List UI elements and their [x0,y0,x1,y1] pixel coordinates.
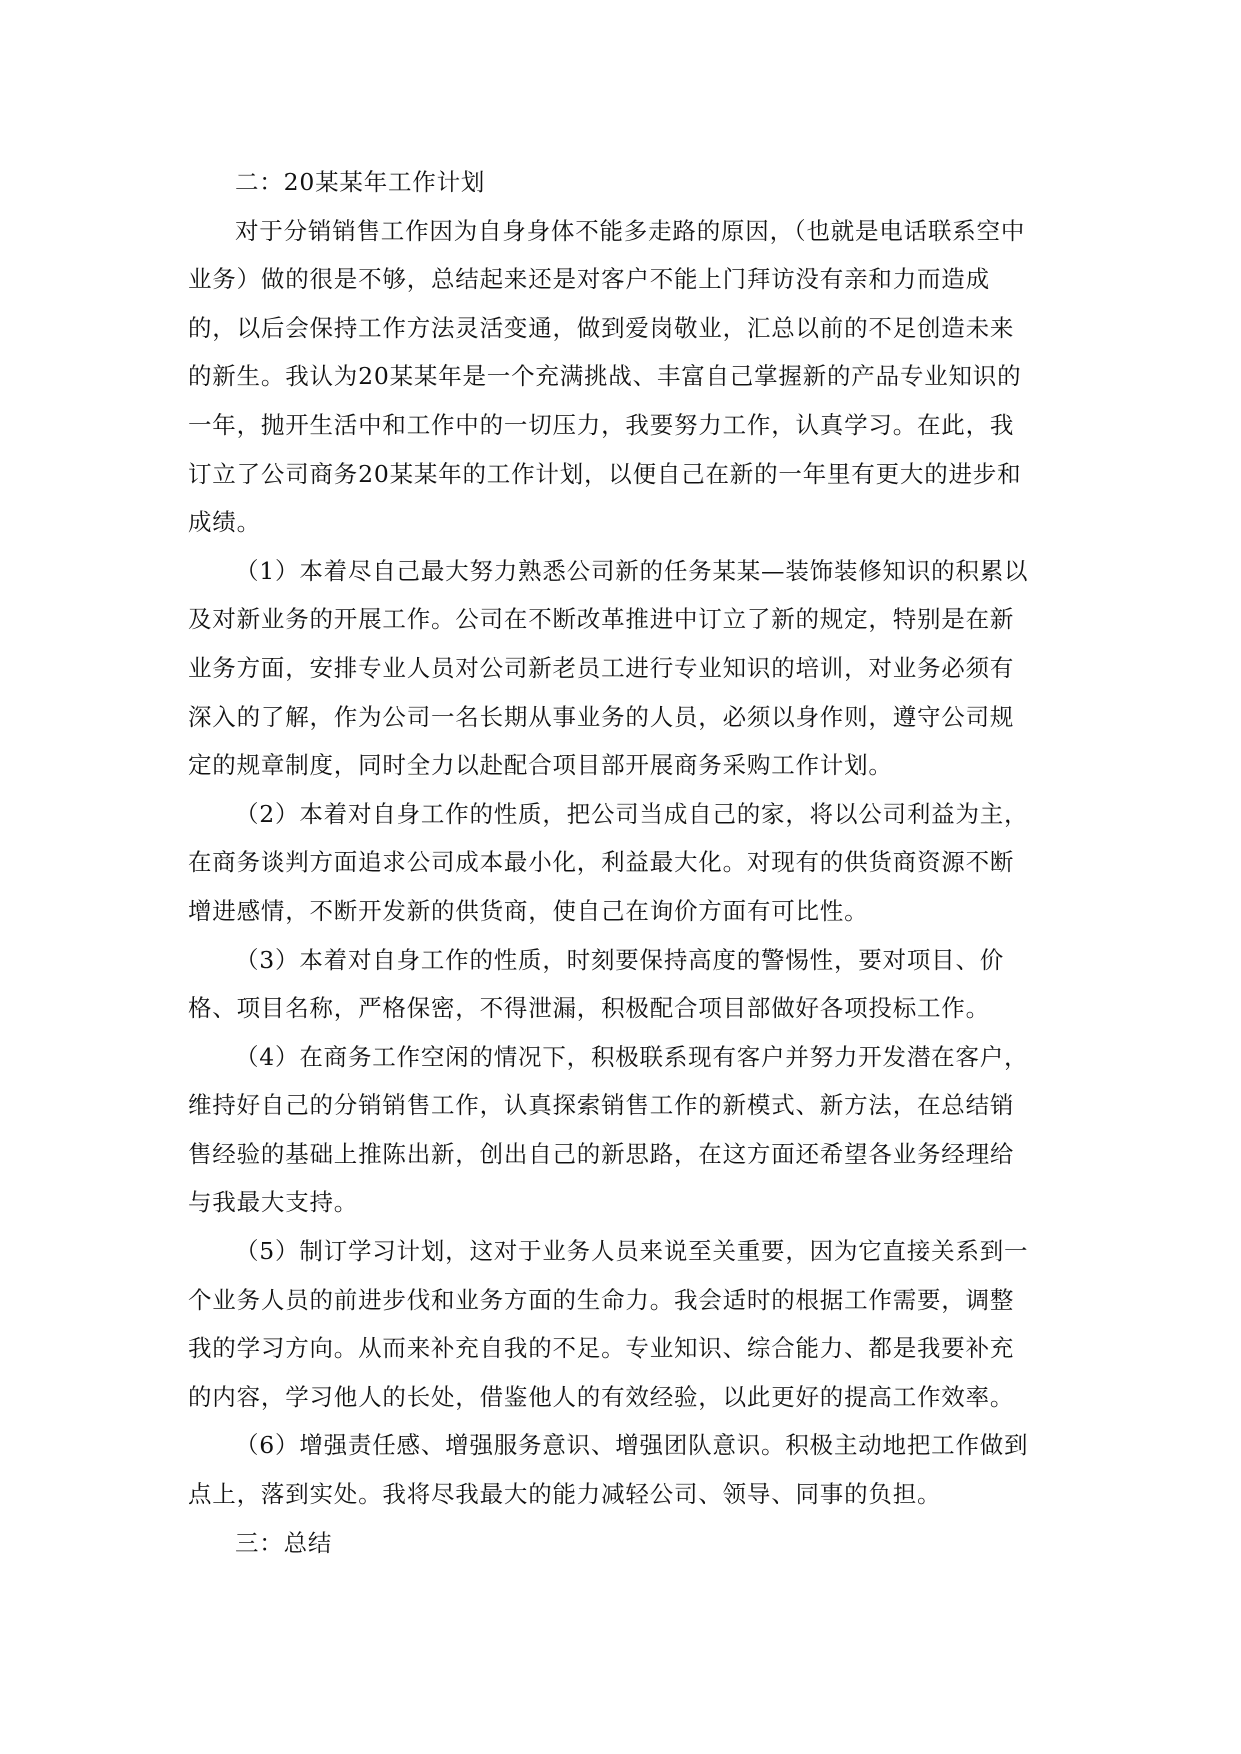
paragraph-line: 维持好自己的分销销售工作，认真探索销售工作的新模式、新方法，在总结销 [188,1091,1015,1120]
plan-item-6 [188,1421,1048,1518]
paragraph-line: （5）制订学习计划，这对于业务人员来说至关重要，因为它直接关系到一 [235,1237,1029,1266]
plan-item-1 [188,547,1048,790]
paragraph-line: 格、项目名称，严格保密，不得泄漏，积极配合项目部做好各项投标工作。 [188,994,990,1023]
section-heading-plan: 二：20某某年工作计划 [235,168,486,196]
paragraph-line: 一年，抛开生活中和工作中的一切压力，我要努力工作，认真学习。在此，我 [188,410,1015,439]
paragraph-line: 订立了公司商务20某某年的工作计划，以便自己在新的一年里有更大的进步和 [188,459,1022,488]
paragraph-line: 定的规章制度，同时全力以赴配合项目部开展商务采购工作计划。 [188,751,893,780]
paragraph-line: 与我最大支持。 [188,1188,359,1217]
paragraph-line: 及对新业务的开展工作。公司在不断改革推进中订立了新的规定，特别是在新 [188,605,1015,634]
paragraph-line: 业务方面，安排专业人员对公司新老员工进行专业知识的培训，对业务必须有 [188,653,1015,682]
paragraph-line: 业务）做的很是不够，总结起来还是对客户不能上门拜访没有亲和力而造成 [188,265,990,294]
paragraph-line: 售经验的基础上推陈出新，创出自己的新思路，在这方面还希望各业务经理给 [188,1139,1015,1168]
paragraph-line: 在商务谈判方面追求公司成本最小化，利益最大化。对现有的供货商资源不断 [188,848,1015,877]
paragraph-line: （1）本着尽自己最大努力熟悉公司新的任务某某—装饰装修知识的积累以 [235,556,1029,585]
document-body [188,158,1048,1567]
section-heading-summary: 三：总结 [235,1528,333,1557]
paragraph-line: （2）本着对自身工作的性质，把公司当成自己的家，将以公司利益为主， [235,799,1029,828]
paragraph-line: 增进感情，不断开发新的供货商，使自己在询价方面有可比性。 [188,896,869,925]
paragraph-line: 我的学习方向。从而来补充自我的不足。专业知识、综合能力、都是我要补充 [188,1334,1015,1363]
plan-item-3 [188,936,1048,1033]
paragraph-line: 的，以后会保持工作方法灵活变通，做到爱岗敬业，汇总以前的不足创造未来 [188,313,1015,342]
paragraph-line: 的新生。我认为20某某年是一个充满挑战、丰富自己掌握新的产品专业知识的 [188,362,1022,391]
paragraph-line: 成绩。 [188,508,261,537]
plan-item-4 [188,1033,1048,1227]
paragraph-line: 深入的了解，作为公司一名长期从事业务的人员，必须以身作则，遵守公司规 [188,702,1015,731]
paragraph-line: （3）本着对自身工作的性质，时刻要保持高度的警惕性，要对项目、价 [235,945,1005,974]
paragraph-line: （6）增强责任感、增强服务意识、增强团队意识。积极主动地把工作做到 [235,1431,1029,1460]
intro-paragraph [188,207,1048,547]
paragraph-line: 的内容，学习他人的长处，借鉴他人的有效经验，以此更好的提高工作效率。 [188,1382,1015,1411]
paragraph-line: （4）在商务工作空闲的情况下，积极联系现有客户并努力开发潜在客户， [235,1042,1029,1071]
paragraph-line: 对于分销销售工作因为自身身体不能多走路的原因，（也就是电话联系空中 [235,216,1026,245]
plan-item-2 [188,790,1048,936]
paragraph-line: 个业务人员的前进步伐和业务方面的生命力。我会适时的根据工作需要，调整 [188,1285,1015,1314]
plan-item-5 [188,1227,1048,1421]
paragraph-line: 点上，落到实处。我将尽我最大的能力减轻公司、领导、同事的负担。 [188,1480,942,1509]
